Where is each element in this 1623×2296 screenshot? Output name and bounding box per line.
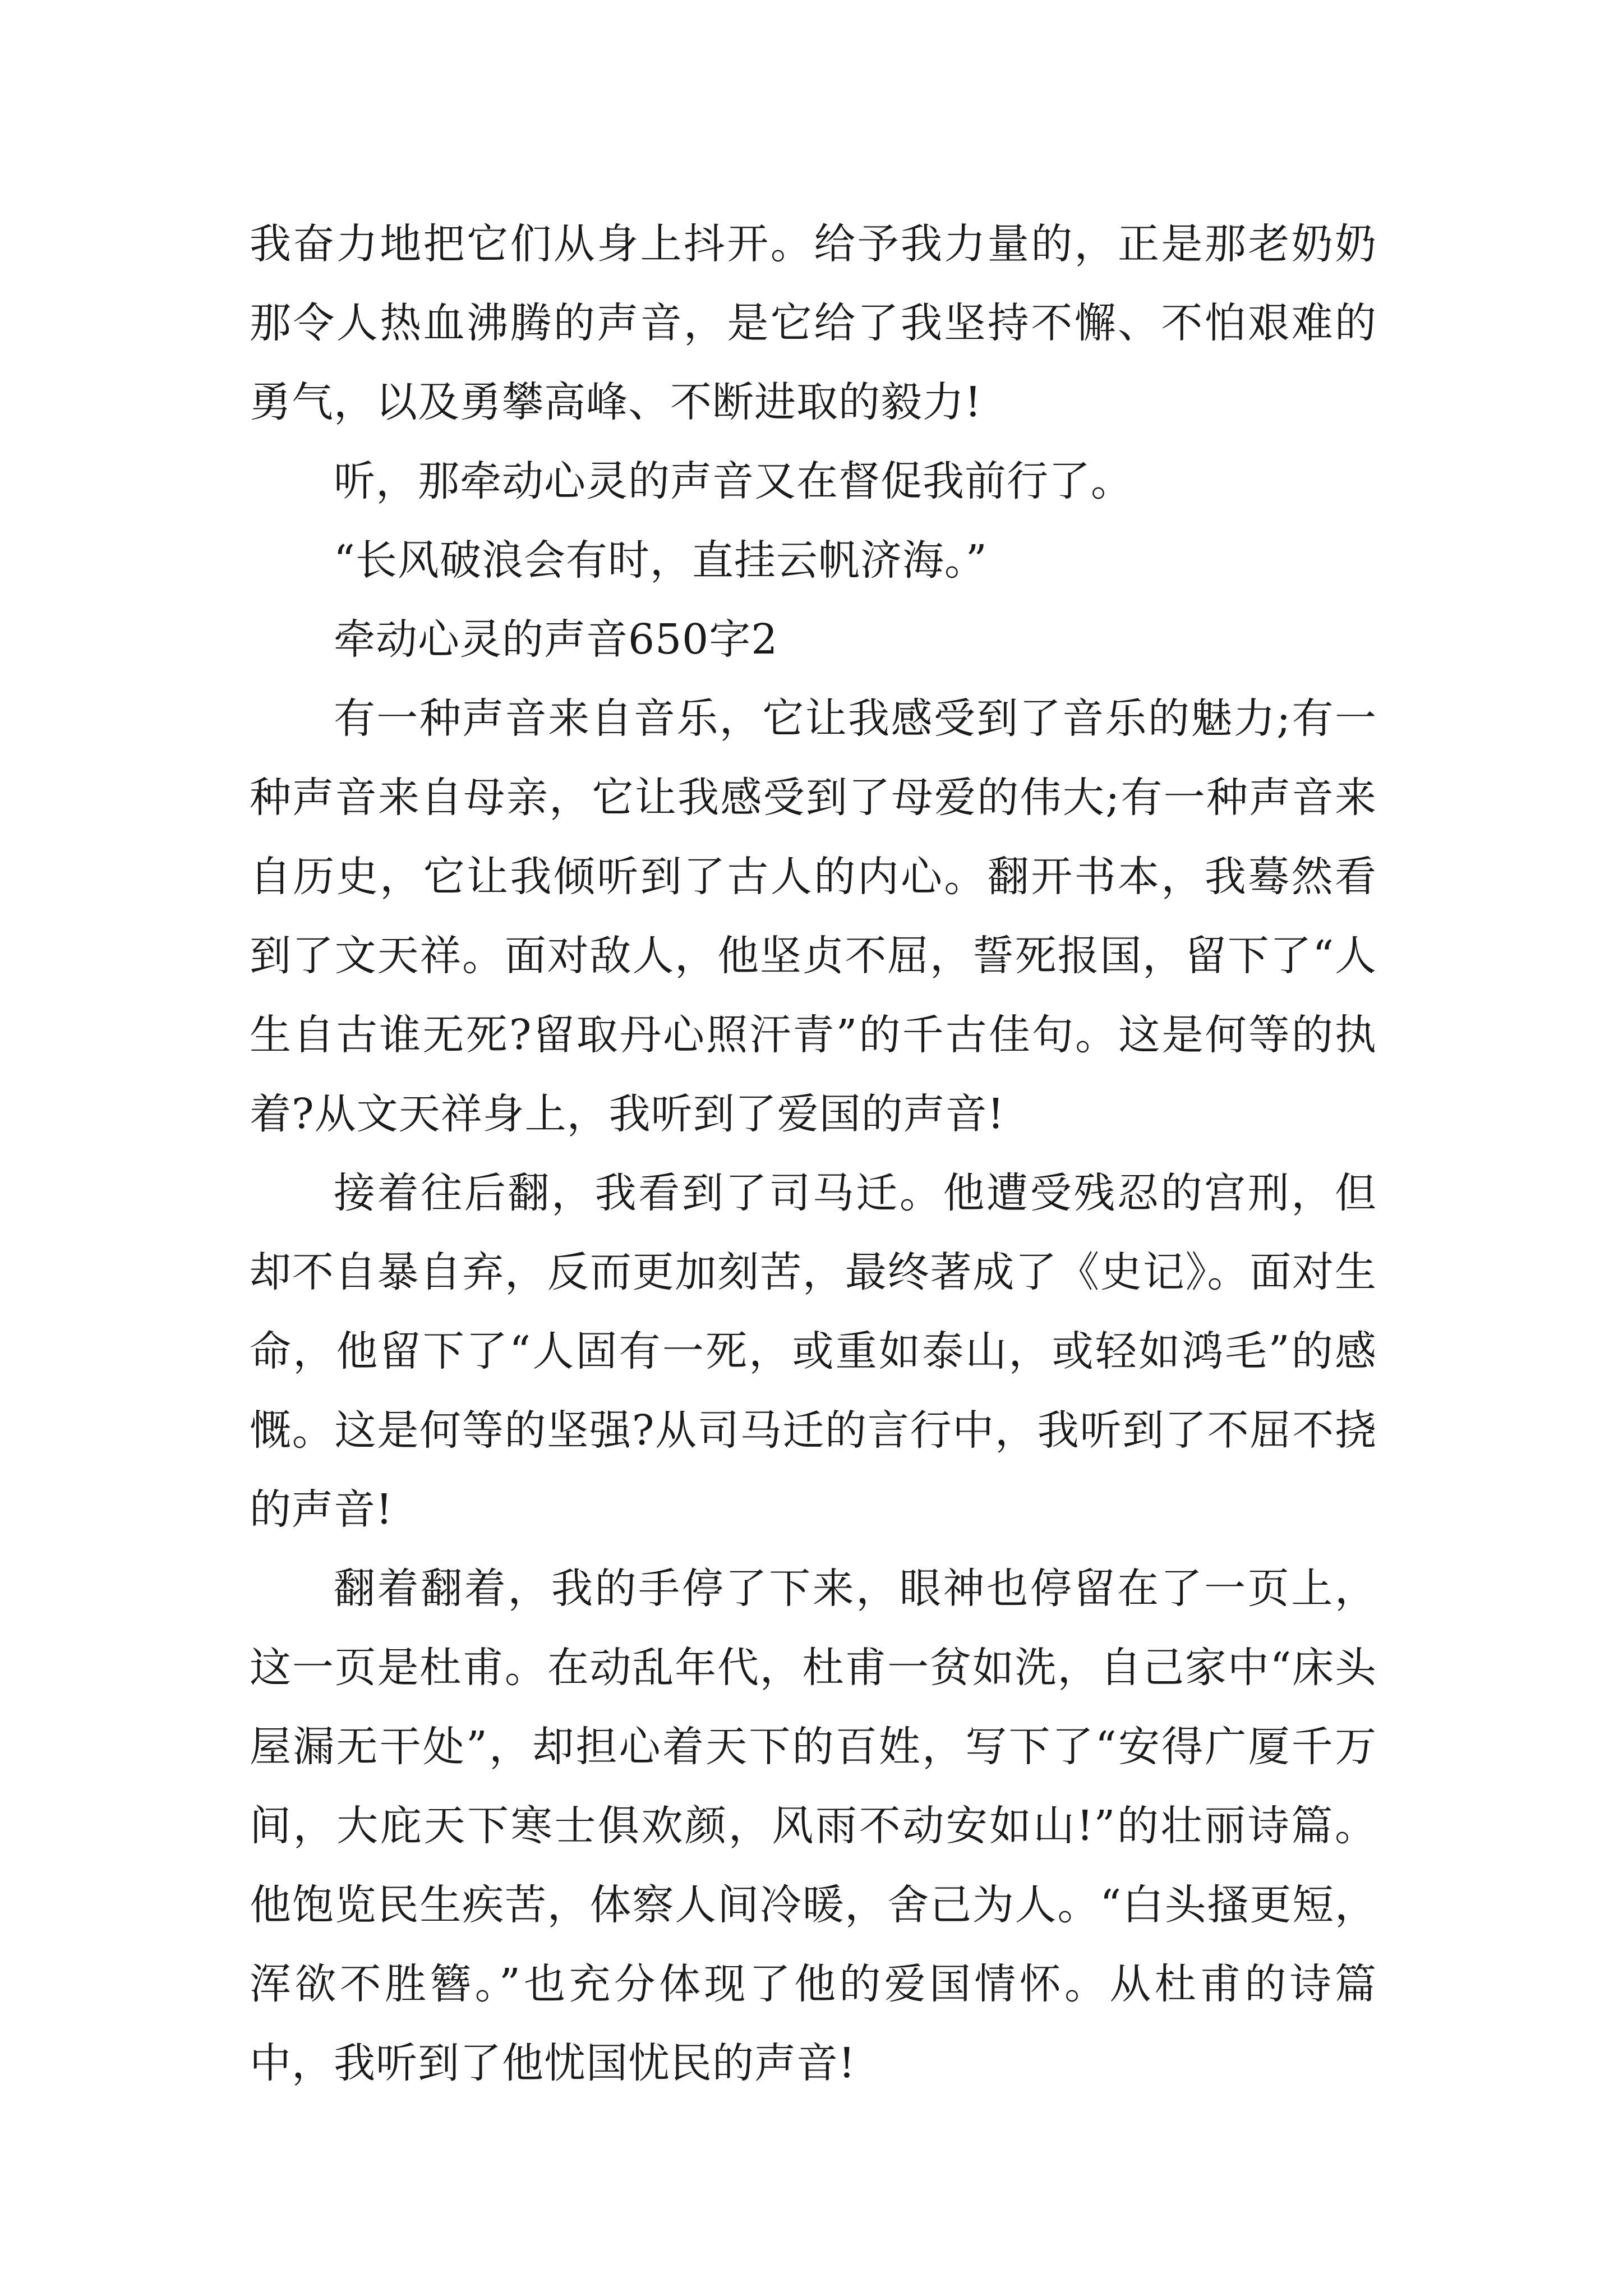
paragraph-5: 有一种声音来自音乐，它让我感受到了音乐的魅力;有一种声音来自母亲，它让我感受到了母爱的伟大;有一种声音来自历史，它让我倾听到了古人的内心。翻开书本，我蓦然看到了文天祥。面对敌人，他坚贞不屈，誓死报国，留下了“人生自古谁无死?留取丹心照汗青”的千古佳句。这是何等的执着?从文天祥身上，我听到了爱国的声音!: [250, 694, 1377, 1138]
body-text: [250, 205, 1377, 2103]
paragraph-1: 我奋力地把它们从身上抖开。给予我力量的，正是那老奶奶那令人热血沸腾的声音，是它给了我坚持不懈、不怕艰难的勇气，以及勇攀高峰、不断进取的毅力!: [250, 220, 1377, 426]
paragraph-2: 听，那牵动心灵的声音又在督促我前行了。: [334, 457, 1133, 505]
paragraph-7: 翻着翻着，我的手停了下来，眼神也停留在了一页上，这一页是杜甫。在动乱年代，杜甫一贫如洗，自己家中“床头屋漏无干处”，却担心着天下的百姓，写下了“安得广厦千万间，大庇天下寒士俱欢颜，风雨不动安如山!”的壮丽诗篇。他饱览民生疾苦，体察人间冷暖，舍己为人。“白头搔更短，浑欲不胜簪。”也充分体现了他的爱国情怀。从杜甫的诗篇中，我听到了他忧国忧民的声音!: [250, 1565, 1377, 2087]
section-heading: 牵动心灵的声音650字2: [334, 615, 778, 664]
paragraph-3: “长风破浪会有时，直挂云帆济海。”: [334, 536, 988, 585]
paragraph-6: 接着往后翻，我看到了司马迁。他遭受残忍的宫刑，但却不自暴自弃，反而更加刻苦，最终著成了《史记》。面对生命，他留下了“人固有一死，或重如泰山，或轻如鸿毛”的感慨。这是何等的坚强?从司马迁的言行中，我听到了不屈不挠的声音!: [250, 1169, 1377, 1534]
